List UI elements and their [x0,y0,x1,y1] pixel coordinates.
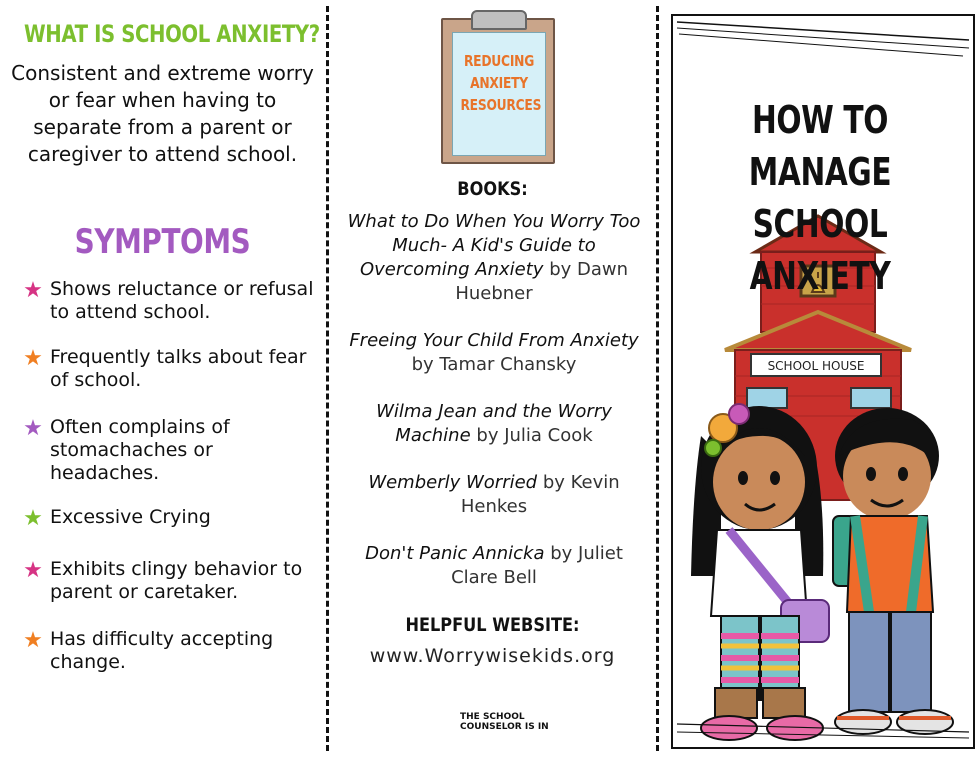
symptom-text: Frequently talks about fear of school. [50,346,307,391]
symptom-item [20,416,320,485]
panel-divider [656,6,659,751]
symptom-text: Often complains of stomachaches or headaches. [50,416,230,484]
logo-line-2: COUNSELOR IS IN [460,722,549,732]
symptom-text: Shows reluctance or refusal to attend school. [50,278,314,323]
website-heading: HELPFUL WEBSITE: [405,614,580,636]
book-title: Don't Panic Annicka [365,543,545,564]
book-title: Wemberly Worried [368,472,538,493]
symptom-item [20,628,320,674]
definition-text: Consistent and extreme worry or fear when having to separate from a parent or caregiver to attend school. [11,61,314,166]
star-icon: ★ [23,346,43,371]
girl-illustration [691,404,829,740]
cover-title: HOW TO MANAGE SCHOOL ANXIETY [748,98,892,298]
panel-divider [326,6,329,751]
symptoms-heading: SYMPTOMS [74,222,251,262]
symptom-item [20,346,320,392]
left-panel [0,0,325,761]
star-icon: ★ [23,558,43,583]
clip-icon [471,10,527,30]
symptom-text: Has difficulty accepting change. [50,628,274,673]
book-author: by Kevin Henkes [460,472,620,517]
symptom-text: Excessive Crying [50,506,211,528]
logo-line-1: THE SCHOOL [460,712,525,722]
book-entry [344,542,644,590]
website-url: www.Worrywisekids.org [369,645,616,667]
counselor-logo [460,712,560,732]
book-author: by Julia Cook [476,425,593,446]
book-title: What to Do When You Worry Too Much- A Kid's Guide to Overcoming Anxiety [347,211,641,280]
symptom-item [20,506,320,532]
star-icon: ★ [23,628,43,653]
symptom-item [20,558,320,604]
books-heading: BOOKS: [457,178,528,200]
book-author: by Juliet Clare Bell [451,543,623,588]
star-icon: ★ [23,278,43,303]
book-title: Freeing Your Child From Anxiety [349,330,639,351]
middle-panel [330,0,655,761]
book-entry [344,471,644,519]
book-title: Wilma Jean and the Worry Machine [376,401,612,446]
book-author: by Tamar Chansky [411,354,577,375]
symptom-item [20,278,320,324]
clipboard-graphic [441,10,557,164]
clipboard-label: REDUCING ANXIETY RESOURCES [460,52,542,114]
book-author: by Dawn Huebner [455,259,629,304]
star-icon: ★ [23,506,43,531]
section-heading-what-is: WHAT IS SCHOOL ANXIETY? [24,20,320,48]
star-icon: ★ [23,416,43,441]
book-entry [344,210,644,306]
book-entry [344,400,644,448]
boy-illustration [833,408,953,734]
cover-panel [661,0,979,761]
book-entry [344,329,644,377]
symptom-text: Exhibits clingy behavior to parent or caretaker. [50,558,303,603]
school-sign: SCHOOL HOUSE [767,359,865,373]
